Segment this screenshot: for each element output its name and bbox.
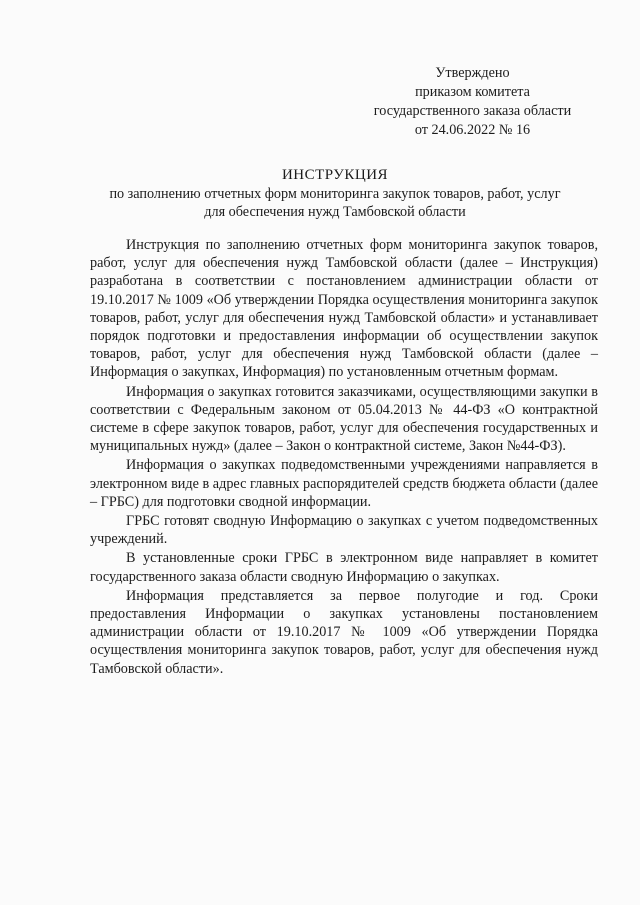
body-paragraph: Информация о закупках готовится заказчиками, осуществляющими закупки в соответствии с Федеральным законом от 05.04.2013 № 44-ФЗ «О контрактной системе в сфере закупок товаров, работ, услуг для обеспечения государственных и муниципальных нужд» (далее – Закон о контрактной системе, Закон №44-ФЗ). <box>90 383 598 455</box>
body-paragraph: В установленные сроки ГРБС в электронном виде направляет в комитет государственного заказа области сводную Информацию о закупках. <box>90 550 598 585</box>
approval-line: приказом комитета <box>415 84 530 100</box>
document-subtitle-line: по заполнению отчетных форм мониторинга закупок товаров, работ, услуг <box>109 186 561 202</box>
approval-line: государственного заказа области <box>373 103 572 119</box>
approval-stamp <box>300 64 640 140</box>
body-paragraph: Информация о закупках подведомственными учреждениями направляется в электронном виде в адрес главных распорядителей средств бюджета области (далее – ГРБС) для подготовки сводной информации. <box>90 457 598 510</box>
body-paragraph: Инструкция по заполнению отчетных форм мониторинга закупок товаров, работ, услуг для обеспечения нужд Тамбовской области (далее – Инструкция) разработана в соответствии с постановлением администрации области от 19.10.2017 № 1009 «Об утверждении Порядка осуществления мониторинга закупок товаров, работ, услуг для обеспечения нужд Тамбовской области» и устанавливает порядок подготовки и предоставления информации об осуществлении закупок товаров, работ, услуг для обеспечения нужд Тамбовской области (далее – Информация о закупках, Информация) по установленным отчетным формам. <box>90 237 598 381</box>
body-paragraph: Информация представляется за первое полугодие и год. Сроки предоставления Информации о закупках установлены постановлением администрации области от 19.10.2017 № 1009 «Об утверждении Порядка осуществления мониторинга закупок товаров, работ, услуг для обеспечения нужд Тамбовской области». <box>90 587 598 677</box>
approval-line: Утверждено <box>435 65 510 81</box>
document-subtitle-line: для обеспечения нужд Тамбовской области <box>204 204 466 220</box>
body-paragraph: ГРБС готовят сводную Информацию о закупках с учетом подведомственных учреждений. <box>90 513 598 548</box>
approval-line: от 24.06.2022 № 16 <box>414 122 531 138</box>
document-body <box>90 236 598 679</box>
title-block <box>70 165 600 221</box>
document-title: ИНСТРУКЦИЯ <box>281 167 389 183</box>
